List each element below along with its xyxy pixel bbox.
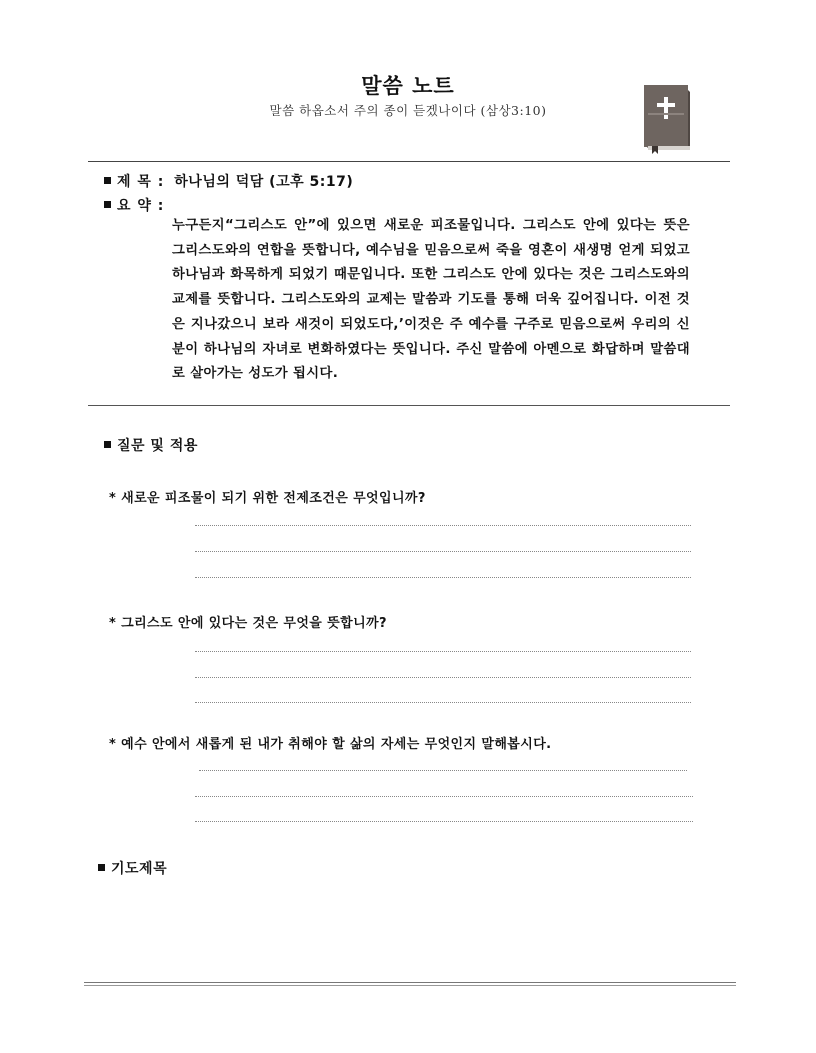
page-subtitle: 말씀 하옵소서 주의 종이 듣겠나이다 (삼상3:10) [269,103,547,118]
answer-line-1-3[interactable] [195,577,691,578]
question-3: * 예수 안에서 새롭게 된 내가 취해야 할 삶의 자세는 무엇인지 말해봅시다. [109,737,552,752]
questions-heading-label: 질문 및 적용 [117,438,198,454]
answer-line-2-1[interactable] [195,651,691,652]
bible-icon [640,82,696,154]
answer-line-3-1[interactable] [199,770,687,771]
summary-label: 요 약 : [117,198,165,214]
subject-label: 제 목 : [117,174,165,190]
questions-heading [104,435,198,455]
page-title: 말씀 노트 [361,74,455,98]
square-bullet-icon [104,441,111,448]
answer-line-2-2[interactable] [195,677,691,678]
square-bullet-icon [104,177,111,184]
section-divider [88,405,730,406]
question-2: * 그리스도 안에 있다는 것은 무엇을 뜻합니까? [109,616,387,631]
summary-text: 누구든지“그리스도 안”에 있으면 새로운 피조물입니다. 그리스도 안에 있다는 뜻은 그리스도와의 연합을 뜻합니다, 예수님을 믿음으로써 죽을 영혼이 새생명 얻게 되었고 하나님과 화목하게 되었기 때문입니다. 또한 그리스도 안에 있다는 것은 그리스도와의 교제를 뜻합니다. 그리스도와의 교제는 말씀과 기도를 통해 더욱 깊어집니다. 이전 것은 지나갔으니 보라 새것이 되었도다,’이것은 주 예수를 구주로 믿음으로써 우리의 신분이 하나님의 자녀로 변화하였다는 뜻입니다. 주신 말씀에 아멘으로 화답하며 말씀대로 살아가는 성도가 됩시다. [172,218,690,382]
answer-line-2-3[interactable] [195,702,691,703]
summary-row [104,195,164,215]
bottom-rule-secondary [84,985,736,986]
answer-line-1-1[interactable] [195,525,691,526]
bottom-rule [84,982,736,983]
answer-line-3-2[interactable] [195,796,693,797]
answer-line-1-2[interactable] [195,551,691,552]
top-rule [88,161,730,162]
prayer-heading [98,858,167,878]
question-1: * 새로운 피조물이 되기 위한 전제조건은 무엇입니까? [109,491,426,506]
answer-line-3-3[interactable] [195,821,693,822]
subject-row [104,171,353,191]
prayer-heading-label: 기도제목 [111,861,168,877]
square-bullet-icon [98,864,105,871]
subject-value: 하나님의 덕담 (고후 5:17) [174,174,354,190]
square-bullet-icon [104,201,111,208]
